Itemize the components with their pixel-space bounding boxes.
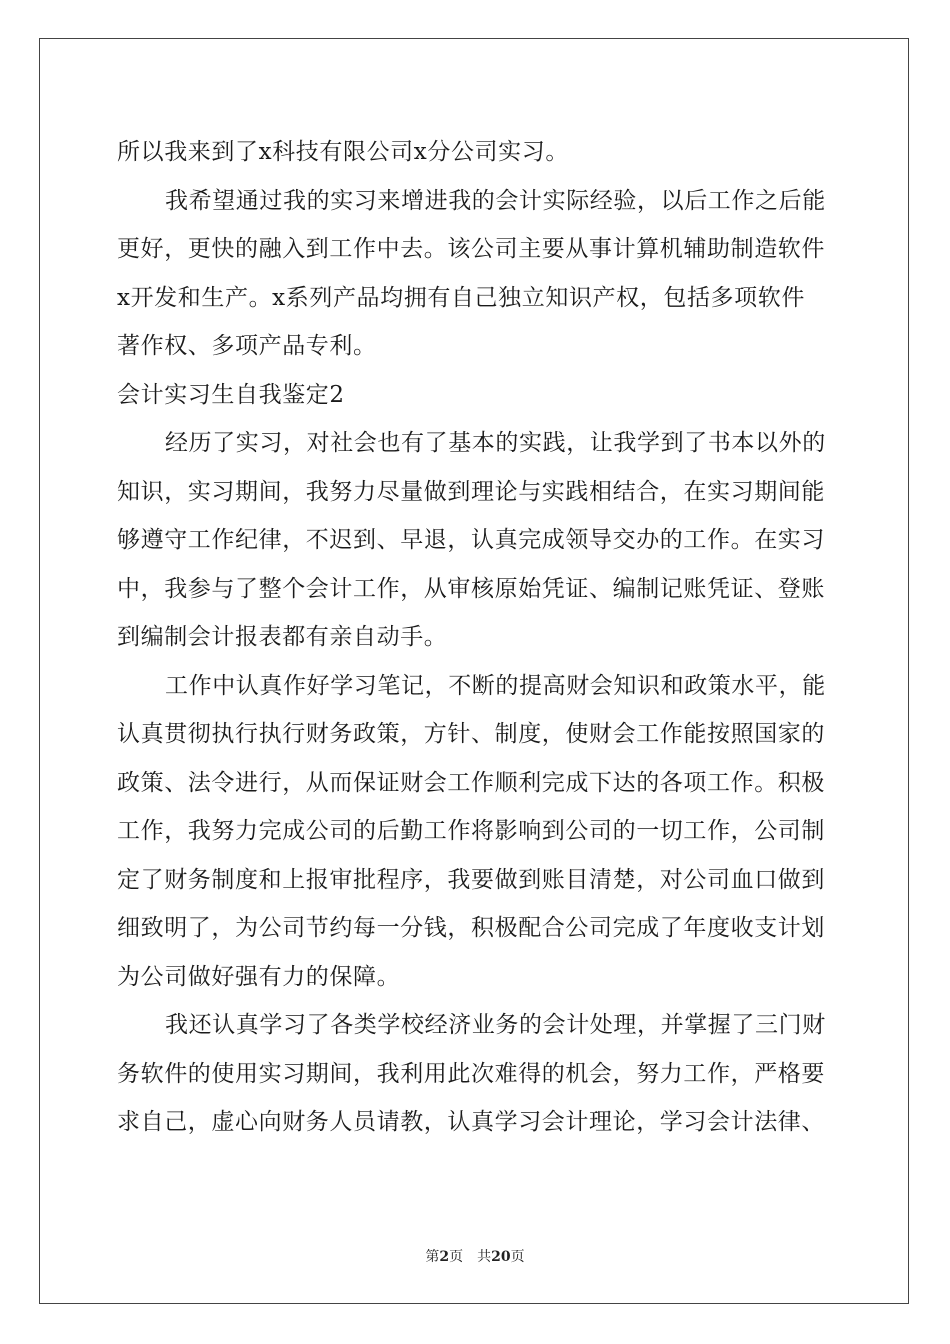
section-heading — [117, 371, 833, 420]
paragraph — [117, 419, 833, 662]
text-line: 到编制会计报表都有亲自动手。 — [117, 624, 448, 650]
text-line: 知识，实习期间，我努力尽量做到理论与实践相结合，在实习期间能 — [117, 478, 825, 505]
text-line: 更好，更快的融入到工作中去。该公司主要从事计算机辅助制造软件 — [117, 236, 825, 262]
footer-total-prefix: 共 — [477, 1249, 492, 1265]
paragraph — [117, 177, 833, 371]
text-line: 经历了实习，对社会也有了基本的实践，让我学到了书本以外的 — [165, 430, 826, 456]
text-line: 会计实习生自我鉴定2 — [117, 381, 345, 408]
footer-page-unit: 页 — [449, 1249, 464, 1265]
text-line: 定了财务制度和上报审批程序，我要做到账目清楚，对公司血口做到 — [117, 866, 825, 893]
text-line: 够遵守工作纪律，不迟到、早退，认真完成领导交办的工作。在实习 — [117, 527, 825, 553]
text-line: 著作权、多项产品专利。 — [117, 333, 377, 359]
footer-page-number: 2 — [439, 1249, 450, 1265]
document-body — [117, 128, 833, 1147]
text-line: 所以我来到了x科技有限公司x分公司实习。 — [117, 139, 569, 165]
text-line: 中，我参与了整个会计工作，从审核原始凭证、编制记账凭证、登账 — [117, 575, 825, 602]
text-line: 为公司做好强有力的保障。 — [117, 963, 401, 990]
paragraph — [117, 662, 833, 1002]
text-line: 政策、法令进行，从而保证财会工作顺利完成下达的各项工作。积极 — [117, 769, 825, 796]
text-line: 细致明了，为公司节约每一分钱，积极配合公司完成了年度收支计划 — [117, 915, 825, 941]
footer-page-prefix: 第 — [425, 1249, 440, 1265]
text-line: 认真贯彻执行执行财务政策，方针、制度，使财会工作能按照国家的 — [117, 721, 825, 747]
page-footer — [0, 1248, 950, 1266]
text-line: 工作中认真作好学习笔记，不断的提高财会知识和政策水平，能 — [165, 672, 826, 699]
text-line: 我希望通过我的实习来增进我的会计实际经验，以后工作之后能 — [165, 187, 826, 214]
text-line: 求自己，虚心向财务人员请教，认真学习会计理论，学习会计法律、 — [117, 1109, 825, 1135]
text-line: 工作，我努力完成公司的后勤工作将影响到公司的一切工作，公司制 — [117, 818, 825, 844]
text-line: 我还认真学习了各类学校经济业务的会计处理，并掌握了三门财 — [165, 1012, 826, 1038]
footer-total-pages: 20 — [491, 1249, 511, 1265]
paragraph — [117, 128, 833, 177]
text-line: x开发和生产。x系列产品均拥有自己独立知识产权，包括多项软件 — [117, 284, 805, 311]
footer-total-unit: 页 — [510, 1249, 525, 1265]
paragraph — [117, 1001, 833, 1147]
text-line: 务软件的使用实习期间，我利用此次难得的机会，努力工作，严格要 — [117, 1060, 825, 1087]
